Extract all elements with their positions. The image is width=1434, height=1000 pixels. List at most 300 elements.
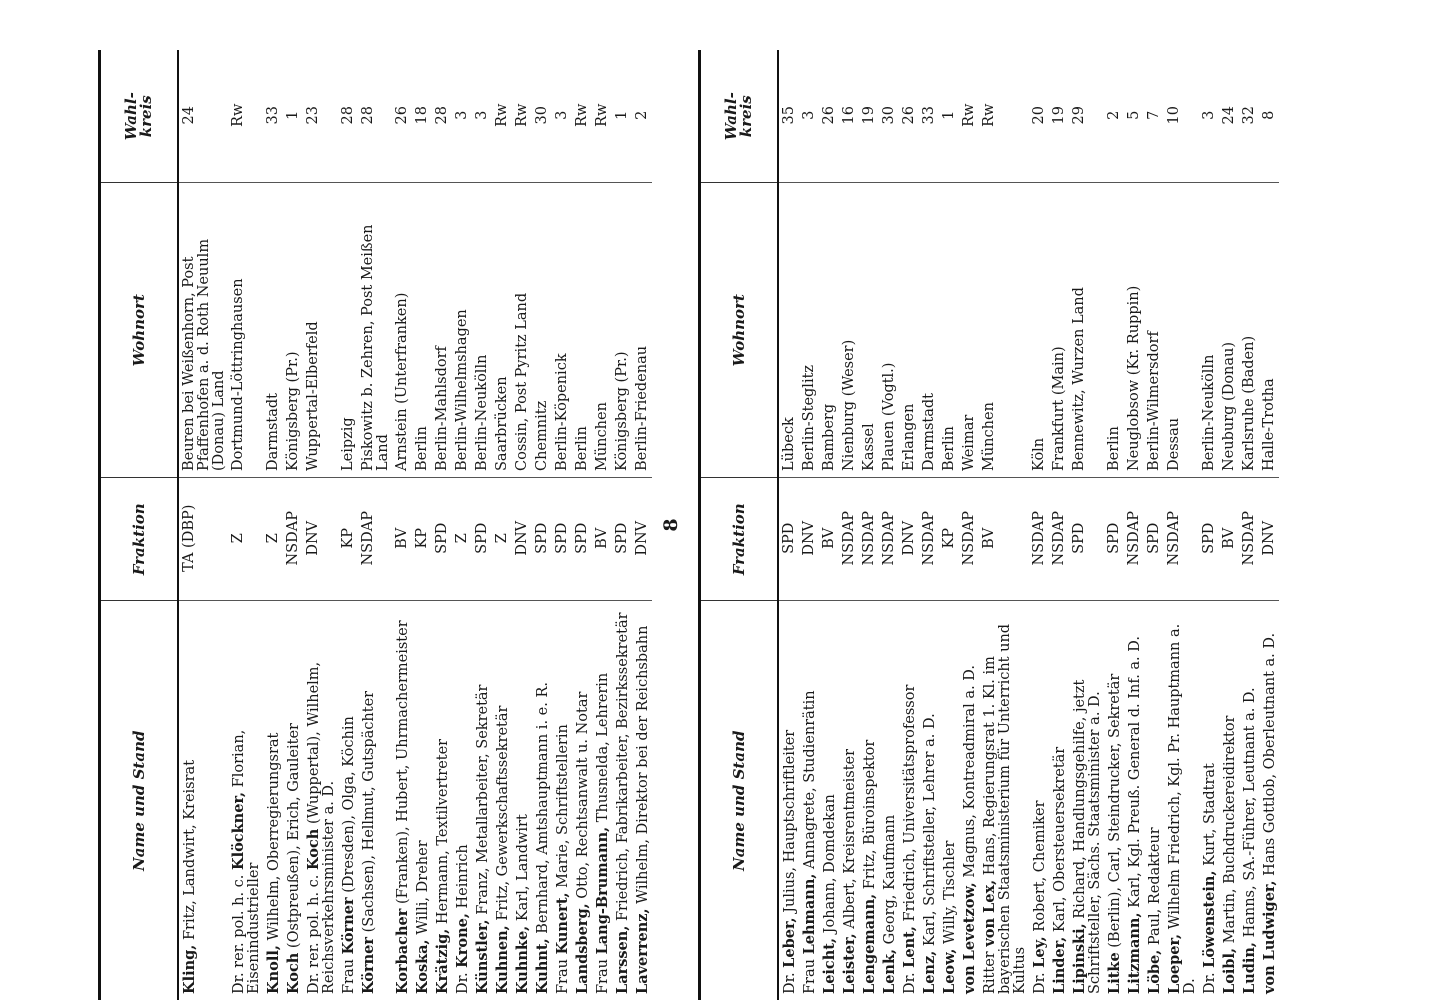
cell-wohnort: Königsberg (Pr.) <box>612 183 632 478</box>
cell-wohnort: Dortmund-Löttringhausen <box>228 183 263 478</box>
rows-right <box>778 50 1279 1000</box>
cell-wohnort: Berlin <box>412 183 432 478</box>
cell-fraktion: SPD <box>1199 478 1219 602</box>
name-rest: Karl, Kgl. Preuß. General d. Inf. a. D. <box>1127 636 1143 913</box>
cell-wahlkreis: 29 <box>1069 50 1104 183</box>
cell-wahlkreis: 32 <box>1239 50 1259 183</box>
cell-wohnort: Karlsruhe (Baden) <box>1239 183 1259 478</box>
cell-fraktion: SPD <box>1069 478 1104 602</box>
table-row <box>612 50 632 1000</box>
surname: Künstler, <box>474 919 491 994</box>
name-rest: Hans Gottlob, Oberleutnant a. D. <box>1262 632 1278 881</box>
surname: Laverrenz, <box>634 908 651 994</box>
cell-name <box>592 601 612 1000</box>
cell-wohnort: Berlin-Neukölln <box>1199 183 1219 478</box>
cell-wohnort: Kassel <box>859 183 879 478</box>
surname: Lipinski, <box>1071 923 1088 994</box>
cell-name <box>178 601 228 1000</box>
name-prefix: Dr. <box>1032 967 1048 994</box>
cell-name <box>1069 601 1104 1000</box>
surname: Koska, <box>414 939 431 994</box>
table-row <box>899 50 919 1000</box>
name-rest: Richard, Handlungsgehilfe, jetzt Schriftsteller, Sächs. Staatsminister a. D. <box>1072 679 1103 994</box>
cell-wahlkreis: 24 <box>178 50 228 183</box>
cell-wohnort: Weimar <box>959 183 979 478</box>
cell-fraktion: KP <box>338 478 358 602</box>
surname: Kuhnke, <box>514 925 531 994</box>
header-wohnort: Wohnort <box>700 183 779 478</box>
cell-wohnort: Halle-Trotha <box>1259 183 1279 478</box>
name-rest: Florian, Eisenindustrieller <box>231 729 262 994</box>
name-rest: Robert, Chemiker <box>1032 800 1048 937</box>
name-prefix: Dr. rer. pol. h. c. <box>306 869 322 994</box>
cell-wahlkreis: 18 <box>412 50 432 183</box>
cell-fraktion: NSDAP <box>358 478 392 602</box>
cell-wahlkreis: 10 <box>1164 50 1199 183</box>
cell-name <box>452 601 472 1000</box>
cell-wohnort: Neuglobsow (Kr. Ruppin) <box>1124 183 1144 478</box>
surname: Litzmann, <box>1126 912 1143 994</box>
table-row <box>799 50 819 1000</box>
cell-name <box>392 601 412 1000</box>
surname: Kuhnen, <box>494 925 511 994</box>
surname: Ley, <box>1031 936 1048 968</box>
name-rest: Willi, Dreher <box>415 840 431 940</box>
surname: Korbacher <box>394 908 411 994</box>
surname: Landsberg, <box>574 903 591 994</box>
cell-name <box>228 601 263 1000</box>
cell-name <box>1049 601 1069 1000</box>
cell-name <box>859 601 879 1000</box>
cell-wohnort: Köln <box>1029 183 1049 478</box>
cell-wohnort: Berlin-Friedenau <box>632 183 652 478</box>
cell-wahlkreis: 3 <box>552 50 572 183</box>
cell-fraktion: Z <box>228 478 263 602</box>
cell-name <box>432 601 452 1000</box>
cell-name <box>879 601 899 1000</box>
surname: Löwenstein, <box>1201 870 1218 968</box>
surname: von Lex, <box>981 879 998 947</box>
cell-fraktion: SPD <box>532 478 552 602</box>
cell-wohnort: Berlin-Steglitz <box>799 183 819 478</box>
surname: Kuhnt, <box>534 938 551 994</box>
header-wohnort: Wohnort <box>100 183 179 478</box>
cell-wahlkreis: 2 <box>1104 50 1124 183</box>
cell-wohnort: Beuren bei Weißenhorn, Post Pfaffenhofen a. d. Roth Neuulm (Donau) Land <box>178 183 228 478</box>
table-row <box>1259 50 1279 1000</box>
surname: von Ludwiger, <box>1261 880 1278 994</box>
cell-fraktion: SPD <box>612 478 632 602</box>
cell-wahlkreis: Rw <box>572 50 592 183</box>
cell-fraktion: NSDAP <box>283 478 303 602</box>
header-name: Name und Stand <box>100 601 179 1000</box>
name-rest: (Dresden), Olga, Köchin <box>341 716 357 898</box>
name-rest: Martin, Buchdruckereidirektor <box>1222 715 1238 948</box>
table-row <box>1069 50 1104 1000</box>
name-rest: Karl, Landwirt <box>515 814 531 926</box>
cell-name <box>819 601 839 1000</box>
cell-wahlkreis: 33 <box>919 50 939 183</box>
cell-fraktion: DNV <box>899 478 919 602</box>
surname: Loeper, <box>1166 933 1183 994</box>
cell-wohnort: Berlin-Mahlsdorf <box>432 183 452 478</box>
cell-wohnort: Berlin <box>1104 183 1124 478</box>
name-rest: Wilhelm, Oberregierungsrat <box>266 732 282 946</box>
name-rest: Albert, Kreisrentmeister <box>842 748 858 934</box>
table-row <box>532 50 552 1000</box>
cell-wahlkreis: Rw <box>959 50 979 183</box>
surname: Körner <box>360 936 377 994</box>
table-row <box>1144 50 1164 1000</box>
cell-fraktion: DNV <box>632 478 652 602</box>
cell-fraktion: KP <box>412 478 432 602</box>
cell-wohnort: Dessau <box>1164 183 1199 478</box>
surname: Knoll, <box>265 945 282 994</box>
cell-fraktion: SPD <box>552 478 572 602</box>
cell-name <box>778 601 799 1000</box>
cell-name <box>1259 601 1279 1000</box>
surname: Larssen, <box>614 925 631 994</box>
table-row <box>1124 50 1144 1000</box>
surname: Krone, <box>454 913 471 968</box>
cell-wahlkreis: 5 <box>1124 50 1144 183</box>
surname: Lengemann, <box>861 893 878 994</box>
cell-wahlkreis: 1 <box>283 50 303 183</box>
cell-name <box>979 601 1029 1000</box>
cell-fraktion: Z <box>452 478 472 602</box>
name-prefix: Frau <box>555 954 571 994</box>
cell-name <box>532 601 552 1000</box>
cell-fraktion: SPD <box>778 478 799 602</box>
cell-wohnort: Berlin-Wilhelmshagen <box>452 183 472 478</box>
name-prefix: Frau <box>595 954 611 994</box>
cell-wahlkreis: 28 <box>358 50 392 183</box>
cell-fraktion: NSDAP <box>959 478 979 602</box>
cell-wahlkreis: 3 <box>472 50 492 183</box>
cell-name <box>919 601 939 1000</box>
cell-wohnort: Plauen (Vogtl.) <box>879 183 899 478</box>
name-rest: Hans, Regierungsrat 1. Kl. im bayerischen Staatsministerium für Unterricht und Kultus <box>982 623 1028 994</box>
cell-wohnort: Lübeck <box>778 183 799 478</box>
table-left <box>98 50 663 1000</box>
cell-wahlkreis: 3 <box>799 50 819 183</box>
name-rest: Friedrich, Universitätsprofessor <box>902 684 918 927</box>
name-rest: Willy, Tischler <box>942 840 958 949</box>
cell-wahlkreis: Rw <box>512 50 532 183</box>
surname: Körner <box>340 897 357 955</box>
surname: Loibl, <box>1221 947 1238 994</box>
cell-wohnort: Arnstein (Unterfranken) <box>392 183 412 478</box>
cell-wohnort: Bennewitz, Wurzen Land <box>1069 183 1104 478</box>
name-rest: Kurt, Stadtrat <box>1202 763 1218 871</box>
table-row <box>452 50 472 1000</box>
cell-wahlkreis: 1 <box>612 50 632 183</box>
rows-left <box>178 50 652 1000</box>
cell-wahlkreis: 26 <box>899 50 919 183</box>
table-row <box>492 50 512 1000</box>
rotated-page <box>98 50 1398 1000</box>
cell-fraktion: NSDAP <box>1239 478 1259 602</box>
cell-wohnort: Berlin <box>939 183 959 478</box>
cell-wahlkreis: 3 <box>1199 50 1219 183</box>
table-row <box>392 50 412 1000</box>
cell-fraktion: TA (DBP) <box>178 478 228 602</box>
cell-name <box>899 601 919 1000</box>
header-row <box>700 50 779 1000</box>
cell-wahlkreis: Rw <box>592 50 612 183</box>
cell-wohnort: Nienburg (Weser) <box>839 183 859 478</box>
cell-wahlkreis: 8 <box>1259 50 1279 183</box>
members-table-right <box>698 50 1279 1000</box>
table-row <box>178 50 228 1000</box>
surname: Leow, <box>941 948 958 994</box>
cell-fraktion: SPD <box>472 478 492 602</box>
cell-fraktion: BV <box>979 478 1029 602</box>
name-rest: Thusnelda, Lehrerin <box>595 672 611 827</box>
cell-name <box>552 601 572 1000</box>
cell-wohnort: Berlin-Köpenick <box>552 183 572 478</box>
cell-wohnort: Neuburg (Donau) <box>1219 183 1239 478</box>
surname: Klöckner, <box>230 791 247 870</box>
name-rest: Friedrich, Fabrikarbeiter, Bezirkssekretär <box>615 612 631 926</box>
name-rest: Magnus, Kontreadmiral a. D. <box>962 664 978 883</box>
table-row <box>778 50 799 1000</box>
surname: Lehmann, <box>801 873 818 955</box>
table-row <box>1104 50 1124 1000</box>
cell-wohnort: Königsberg (Pr.) <box>283 183 303 478</box>
table-row <box>979 50 1029 1000</box>
credit-bar <box>1418 0 1434 1000</box>
cell-wahlkreis: 20 <box>1029 50 1049 183</box>
name-rest: Fritz, Büroinspektor <box>862 739 878 894</box>
surname: Leicht, <box>821 937 838 994</box>
cell-fraktion: KP <box>939 478 959 602</box>
cell-fraktion: NSDAP <box>839 478 859 602</box>
table-row <box>512 50 532 1000</box>
cell-fraktion: NSDAP <box>879 478 899 602</box>
name-prefix: Dr. <box>455 967 471 994</box>
cell-fraktion: DNV <box>303 478 338 602</box>
table-row <box>959 50 979 1000</box>
name-prefix: Ritter <box>982 946 998 994</box>
name-prefix: Dr. <box>902 967 918 994</box>
cell-fraktion: DNV <box>1259 478 1279 602</box>
cell-wahlkreis: 28 <box>432 50 452 183</box>
cell-wahlkreis: 28 <box>338 50 358 183</box>
cell-name <box>283 601 303 1000</box>
cell-wahlkreis: 16 <box>839 50 859 183</box>
name-rest: Wilhelm Friedrich, Kgl. Pr. Hauptmann a. D. <box>1167 623 1198 994</box>
surname: Lang-Brumann, <box>594 826 611 955</box>
cell-wohnort: Chemnitz <box>532 183 552 478</box>
name-rest: (Franken), Hubert, Uhrmachermeister <box>395 620 411 909</box>
cell-wahlkreis: 7 <box>1144 50 1164 183</box>
name-rest: Bernhard, Amtshauptmann i. e. R. <box>535 682 551 939</box>
cell-name <box>303 601 338 1000</box>
table-row <box>283 50 303 1000</box>
surname: Leister, <box>841 933 858 994</box>
name-rest: Hermann, Textilvertreter <box>435 738 451 929</box>
cell-name <box>1199 601 1219 1000</box>
surname: Leber, <box>781 917 798 968</box>
cell-name <box>263 601 283 1000</box>
table-row <box>1199 50 1219 1000</box>
cell-fraktion: SPD <box>572 478 592 602</box>
header-wahlkreis: Wahl- kreis <box>700 50 779 183</box>
cell-wohnort: Berlin <box>572 183 592 478</box>
cell-wahlkreis: Rw <box>979 50 1029 183</box>
table-row <box>859 50 879 1000</box>
cell-wohnort: Erlangen <box>899 183 919 478</box>
table-row <box>412 50 432 1000</box>
cell-fraktion: DNV <box>799 478 819 602</box>
table-row <box>919 50 939 1000</box>
name-prefix: Dr. rer. pol. h. c. <box>231 869 247 994</box>
table-row <box>592 50 612 1000</box>
cell-name <box>412 601 432 1000</box>
cell-name <box>1164 601 1199 1000</box>
surname: Linder, <box>1051 936 1068 994</box>
cell-fraktion: NSDAP <box>1164 478 1199 602</box>
name-rest: Paul, Redakteur <box>1147 827 1163 950</box>
cell-fraktion: Z <box>492 478 512 602</box>
table-row <box>263 50 283 1000</box>
cell-wahlkreis: 26 <box>819 50 839 183</box>
table-row <box>552 50 572 1000</box>
cell-fraktion: BV <box>1219 478 1239 602</box>
cell-wahlkreis: 35 <box>778 50 799 183</box>
cell-wohnort: Cossin, Post Pyritz Land <box>512 183 532 478</box>
cell-wohnort: Leipzig <box>338 183 358 478</box>
surname: von Levetzow, <box>961 882 978 994</box>
cell-fraktion: SPD <box>1104 478 1124 602</box>
cell-name <box>1029 601 1049 1000</box>
name-rest: (Sachsen), Hellmut, Gutspächter <box>361 690 377 937</box>
cell-name <box>1144 601 1164 1000</box>
table-row <box>839 50 859 1000</box>
cell-fraktion: Z <box>263 478 283 602</box>
cell-name <box>512 601 532 1000</box>
table-row <box>819 50 839 1000</box>
cell-wohnort: Frankfurt (Main) <box>1049 183 1069 478</box>
surname: Lenz, <box>921 950 938 994</box>
cell-fraktion: SPD <box>432 478 452 602</box>
cell-wohnort: München <box>979 183 1029 478</box>
cell-wahlkreis: 19 <box>859 50 879 183</box>
cell-wahlkreis: Rw <box>228 50 263 183</box>
header-fraktion: Fraktion <box>100 478 179 602</box>
surname: Ludin, <box>1241 942 1258 994</box>
cell-wahlkreis: 23 <box>303 50 338 183</box>
cell-wahlkreis: 26 <box>392 50 412 183</box>
header-name: Name und Stand <box>700 601 779 1000</box>
table-row <box>1219 50 1239 1000</box>
cell-fraktion: NSDAP <box>919 478 939 602</box>
cell-name <box>1124 601 1144 1000</box>
header-wahlkreis: Wahl- kreis <box>100 50 179 183</box>
header-row <box>100 50 179 1000</box>
surname: Kling, <box>181 944 198 994</box>
cell-wohnort: Saarbrücken <box>492 183 512 478</box>
name-rest: Heinrich <box>455 844 471 914</box>
cell-name <box>472 601 492 1000</box>
cell-fraktion: NSDAP <box>1124 478 1144 602</box>
name-prefix: Frau <box>802 954 818 994</box>
cell-name <box>1104 601 1124 1000</box>
cell-name <box>1239 601 1259 1000</box>
cell-wohnort: München <box>592 183 612 478</box>
cell-name <box>338 601 358 1000</box>
cell-wahlkreis: 30 <box>879 50 899 183</box>
cell-name <box>939 601 959 1000</box>
name-prefix: Frau <box>341 954 357 994</box>
cell-fraktion: BV <box>592 478 612 602</box>
name-rest: Georg, Kaufmann <box>882 814 898 949</box>
table-row <box>1239 50 1259 1000</box>
cell-wahlkreis: 1 <box>939 50 959 183</box>
cell-name <box>1219 601 1239 1000</box>
name-rest: Fritz, Gewerkschaftssekretär <box>495 705 511 926</box>
cell-fraktion: BV <box>392 478 412 602</box>
cell-name <box>612 601 632 1000</box>
cell-wahlkreis: 24 <box>1219 50 1239 183</box>
table-row <box>939 50 959 1000</box>
cell-name <box>959 601 979 1000</box>
cell-wohnort: Berlin-Neukölln <box>472 183 492 478</box>
surname: Koch <box>305 828 322 870</box>
cell-name <box>358 601 392 1000</box>
table-row <box>572 50 592 1000</box>
cell-fraktion: NSDAP <box>1049 478 1069 602</box>
cell-wohnort: Wuppertal-Elberfeld <box>303 183 338 478</box>
table-row <box>338 50 358 1000</box>
page-number: 8 <box>660 518 682 532</box>
cell-name <box>492 601 512 1000</box>
cell-name <box>799 601 819 1000</box>
table-right <box>698 50 1278 1000</box>
table-row <box>632 50 652 1000</box>
table-row <box>1029 50 1049 1000</box>
cell-wohnort: Berlin-Wilmersdorf <box>1144 183 1164 478</box>
cell-wohnort: Darmstadt <box>263 183 283 478</box>
table-row <box>1049 50 1069 1000</box>
table-row <box>228 50 263 1000</box>
cell-fraktion: NSDAP <box>859 478 879 602</box>
table-row <box>432 50 452 1000</box>
cell-wohnort: Piskowitz b. Zehren, Post Meißen Land <box>358 183 392 478</box>
name-rest: Annagrete, Studienrätin <box>802 690 818 874</box>
cell-wahlkreis: 2 <box>632 50 652 183</box>
surname: Litke <box>1106 952 1123 994</box>
cell-wahlkreis: 3 <box>452 50 472 183</box>
name-rest: Johann, Domdekan <box>822 794 838 938</box>
cell-name <box>839 601 859 1000</box>
cell-wahlkreis: 19 <box>1049 50 1069 183</box>
name-rest: Karl, Schriftsteller, Lehrer a. D. <box>922 713 938 951</box>
cell-wahlkreis: Rw <box>492 50 512 183</box>
table-row <box>303 50 338 1000</box>
cell-fraktion: SPD <box>1144 478 1164 602</box>
table-row <box>358 50 392 1000</box>
cell-wahlkreis: 33 <box>263 50 283 183</box>
name-rest: (Berlin), Carl, Steindrucker, Sekretär <box>1107 673 1123 953</box>
cell-fraktion: NSDAP <box>1029 478 1049 602</box>
members-table-left <box>98 50 652 1000</box>
name-rest: Marie, Schriftstellerin <box>555 724 571 893</box>
name-rest: Karl, Obersteuersekretär <box>1052 746 1068 937</box>
cell-wahlkreis: 30 <box>532 50 552 183</box>
name-rest: Wilhelm, Direktor bei der Reichsbahn <box>635 625 651 909</box>
